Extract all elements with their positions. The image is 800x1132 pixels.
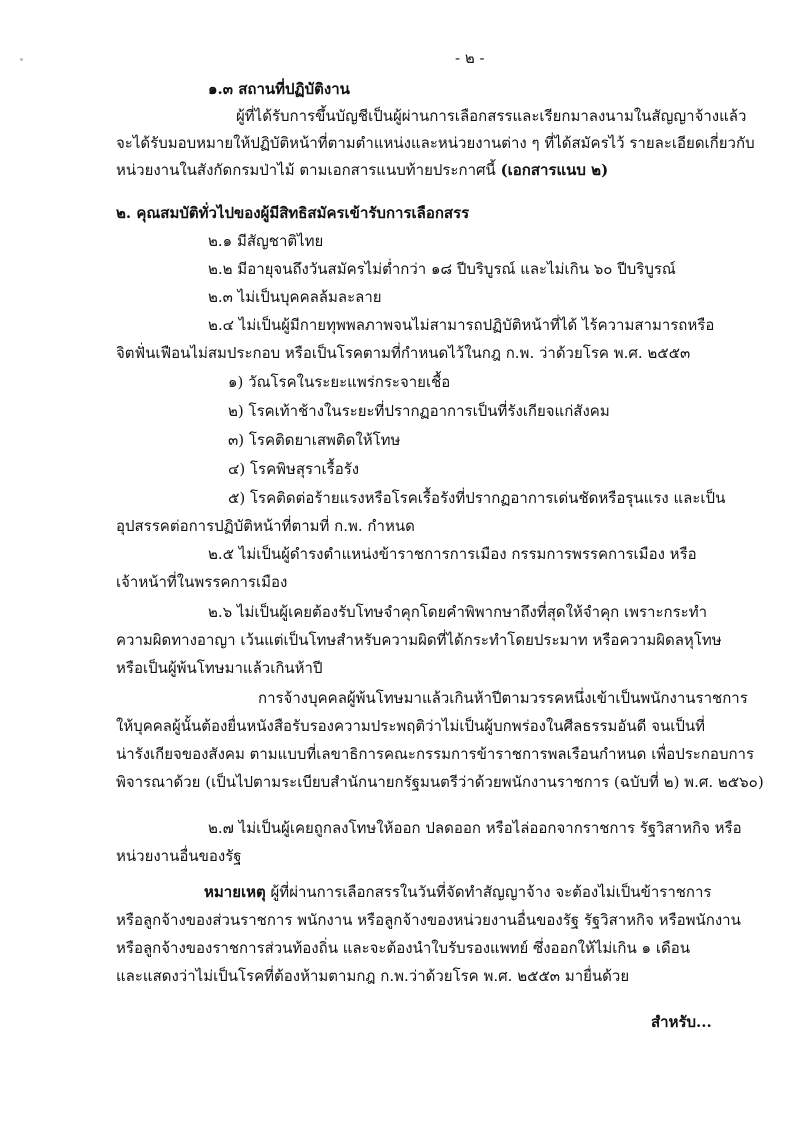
paragraph-line-4: พิจารณาด้วย (เป็นไปตามระเบียบสำนักนายกรัฐมนตรีว่าด้วยพนักงานราชการ (ฉบับที่ ๒) พ.ศ. ๒๕๖๐) (116, 773, 764, 791)
item-2-1: ๒.๑ มีสัญชาติไทย (208, 232, 324, 250)
item-2-4-line-1: ๒.๔ ไม่เป็นผู้มีกายทุพพลภาพจนไม่สามารถปฏิบัติหน้าที่ได้ ไร้ความสามารถหรือ (208, 316, 715, 334)
attachment-reference: (เอกสารแนบ ๒) (500, 161, 609, 179)
item-2-7-line-1: ๒.๗ ไม่เป็นผู้เคยถูกลงโทษให้ออก ปลดออก หรือไล่ออกจากราชการ รัฐวิสาหกิจ หรือ (208, 819, 742, 837)
item-2-5-line-1: ๒.๕ ไม่เป็นผู้ดำรงตำแหน่งข้าราชการการเมือง กรรมการพรรคการเมือง หรือ (208, 545, 697, 563)
disease-5-line-2: อุปสรรคต่อการปฏิบัติหน้าที่ตามที่ ก.พ. กำหนด (116, 517, 415, 535)
note-line-3: หรือลูกจ้างของราชการส่วนท้องถิ่น และจะต้องนำใบรับรองแพทย์ ซึ่งออกให้ไม่เกิน ๑ เดือน (116, 939, 690, 957)
continuation-word: สำหรับ... (651, 1013, 712, 1031)
paragraph-line-2: ให้บุคคลผู้นั้นต้องยื่นหนังสือรับรองความประพฤติว่าไม่เป็นผู้บกพร่องในศีลธรรมอันดี จนเป็นที่ (116, 717, 706, 735)
item-2-2: ๒.๒ มีอายุจนถึงวันสมัครไม่ต่ำกว่า ๑๘ ปีบริบูรณ์ และไม่เกิน ๖๐ ปีบริบูรณ์ (208, 260, 676, 278)
note-line-1 (204, 882, 711, 902)
item-2-5-line-2: เจ้าหน้าที่ในพรรคการเมือง (116, 573, 288, 591)
paragraph-line-3: น่ารังเกียจของสังคม ตามแบบที่เลขาธิการคณะกรรมการข้าราชการพลเรือนกำหนด เพื่อประกอบการ (116, 745, 755, 763)
paragraph-line-1: การจ้างบุคคลผู้พ้นโทษมาแล้วเกินห้าปีตามวรรคหนึ่งเข้าเป็นพนักงานราชการ (258, 689, 748, 707)
item-2-6-line-2: ความผิดทางอาญา เว้นแต่เป็นโทษสำหรับความผิดที่ได้กระทำโดยประมาท หรือความผิดลหุโทษ (116, 631, 722, 649)
disease-1: ๑) วัณโรคในระยะแพร่กระจายเชื้อ (228, 373, 451, 391)
item-2-7-line-2: หน่วยงานอื่นของรัฐ (116, 847, 242, 865)
note-line-1-text: ผู้ที่ผ่านการเลือกสรรในวันที่จัดทำสัญญาจ้าง จะต้องไม่เป็นข้าราชการ (265, 883, 712, 901)
disease-2: ๒) โรคเท้าช้างในระยะที่ปรากฏอาการเป็นที่รังเกียจแก่สังคม (228, 402, 610, 420)
section-1-3-line-3-text: หน่วยงานในสังกัดกรมป่าไม้ ตามเอกสารแนบท้ายประกาศนี้ (116, 161, 496, 179)
section-1-3-heading: ๑.๓ สถานที่ปฏิบัติงาน (208, 80, 350, 98)
disease-3: ๓) โรคติดยาเสพติดให้โทษ (228, 431, 401, 449)
note-label: หมายเหตุ (204, 883, 266, 901)
item-2-4-line-2: จิตฟั่นเฟือนไม่สมประกอบ หรือเป็นโรคตามที่กำหนดไว้ในกฎ ก.พ. ว่าด้วยโรค พ.ศ. ๒๕๕๓ (116, 344, 691, 362)
page-number: - ๒ - (455, 49, 485, 67)
disease-4: ๔) โรคพิษสุราเรื้อรัง (228, 460, 360, 478)
note-line-4: และแสดงว่าไม่เป็นโรคที่ต้องห้ามตามกฎ ก.พ.ว่าด้วยโรค พ.ศ. ๒๕๕๓ มายื่นด้วย (116, 967, 630, 985)
item-2-6-line-3: หรือเป็นผู้พ้นโทษมาแล้วเกินห้าปี (116, 659, 323, 677)
section-1-3-line-2: จะได้รับมอบหมายให้ปฏิบัติหน้าที่ตามตำแหน่งและหน่วยงานต่าง ๆ ที่ได้สมัครไว้ รายละเอียดเกี่ยวกับ (116, 134, 755, 152)
item-2-3: ๒.๓ ไม่เป็นบุคคลล้มละลาย (208, 288, 382, 306)
note-line-2: หรือลูกจ้างของส่วนราชการ พนักงาน หรือลูกจ้างของหน่วยงานอื่นของรัฐ รัฐวิสาหกิจ หรือพนักงาน (116, 911, 741, 929)
scan-speck (20, 58, 23, 61)
section-2-heading: ๒. คุณสมบัติทั่วไปของผู้มีสิทธิสมัครเข้ารับการเลือกสรร (116, 204, 470, 222)
section-1-3-line-1: ผู้ที่ได้รับการขึ้นบัญชีเป็นผู้ผ่านการเลือกสรรและเรียกมาลงนามในสัญญาจ้างแล้ว (236, 107, 747, 125)
disease-5-line-1: ๕) โรคติดต่อร้ายแรงหรือโรคเรื้อรังที่ปรากฏอาการเด่นชัดหรือรุนแรง และเป็น (228, 489, 726, 507)
section-1-3-line-3 (116, 160, 608, 180)
item-2-6-line-1: ๒.๖ ไม่เป็นผู้เคยต้องรับโทษจำคุกโดยคำพิพากษาถึงที่สุดให้จำคุก เพราะกระทำ (208, 603, 708, 621)
